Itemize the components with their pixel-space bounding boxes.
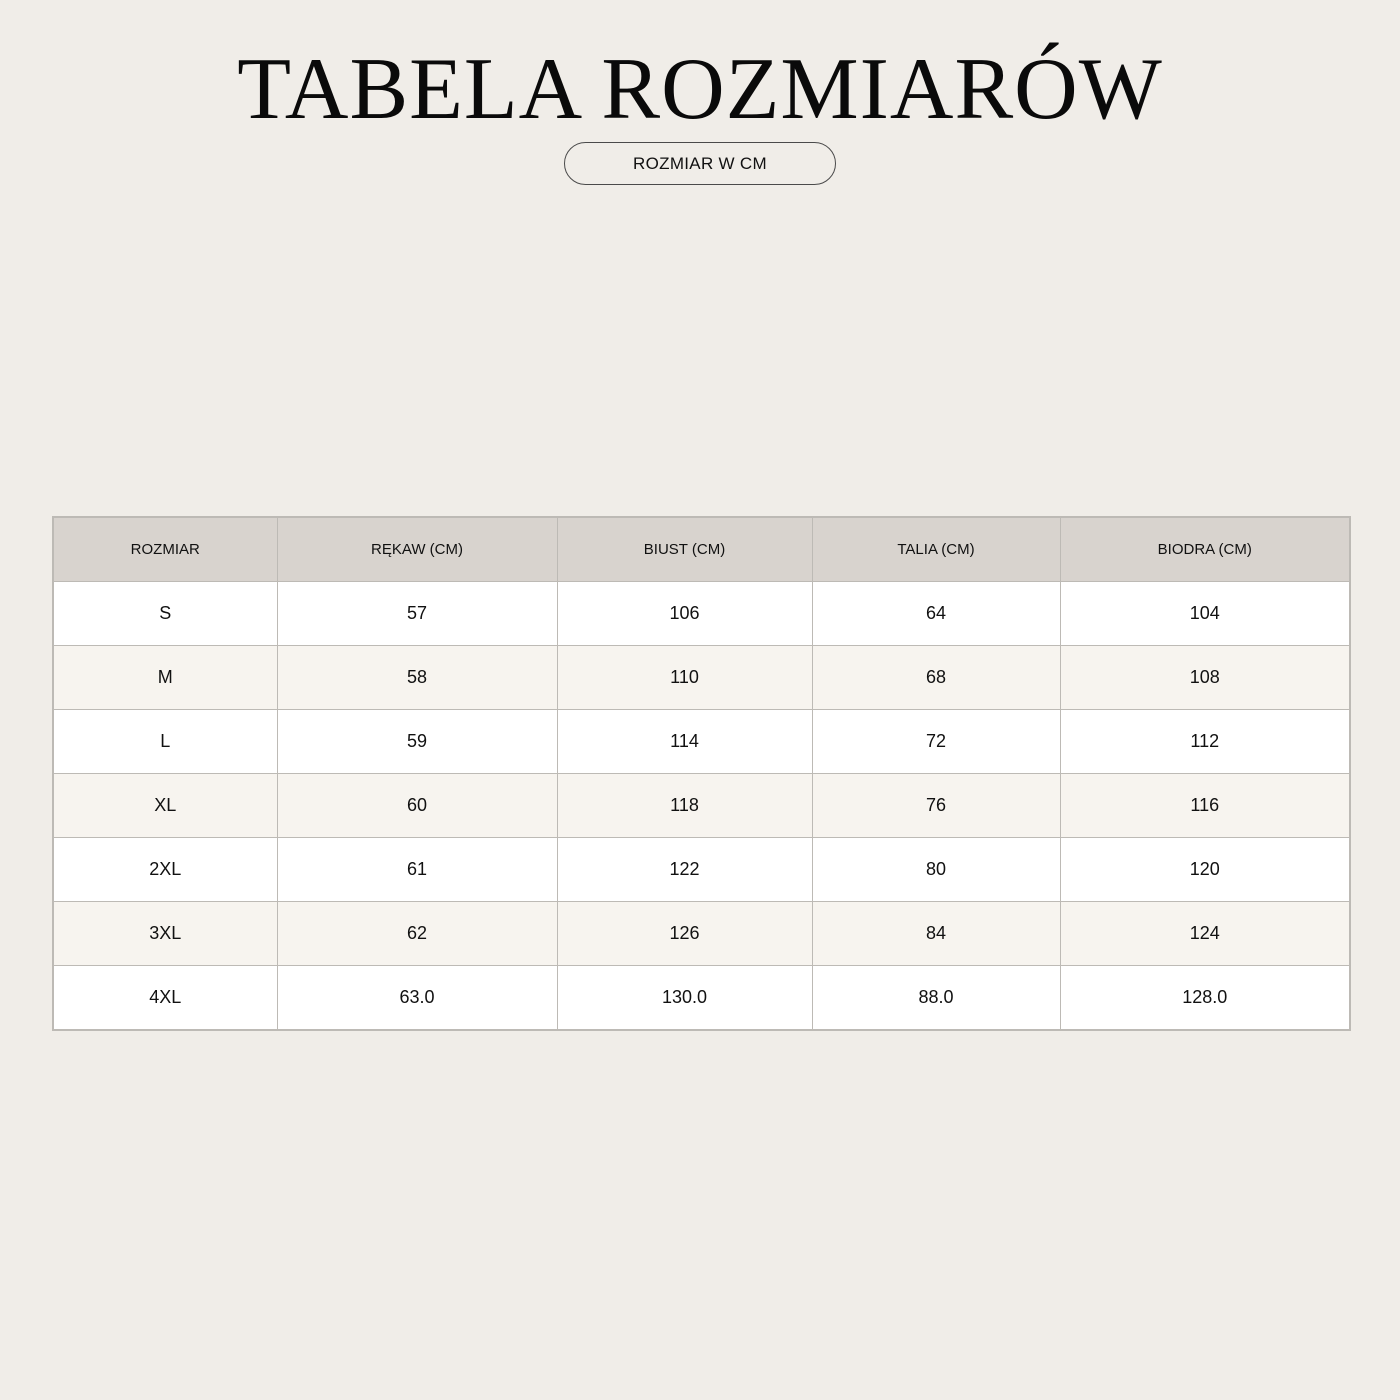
table-header-row: [53, 517, 1350, 582]
cell-waist: 64: [812, 582, 1060, 646]
table-row: [53, 646, 1350, 710]
cell-sleeve: 63.0: [277, 966, 557, 1031]
cell-bust: 114: [557, 710, 812, 774]
table-row: [53, 838, 1350, 902]
cell-size: M: [53, 646, 277, 710]
cell-hips: 128.0: [1060, 966, 1350, 1031]
cell-waist: 84: [812, 902, 1060, 966]
cell-sleeve: 58: [277, 646, 557, 710]
cell-hips: 116: [1060, 774, 1350, 838]
table-row: [53, 966, 1350, 1031]
unit-badge: ROZMIAR W CM: [564, 142, 836, 185]
cell-size: L: [53, 710, 277, 774]
cell-size: S: [53, 582, 277, 646]
cell-hips: 108: [1060, 646, 1350, 710]
header-sleeve: RĘKAW (CM): [277, 517, 557, 582]
size-table: [52, 516, 1351, 1031]
cell-size: 3XL: [53, 902, 277, 966]
cell-bust: 110: [557, 646, 812, 710]
cell-sleeve: 57: [277, 582, 557, 646]
table-row: [53, 582, 1350, 646]
cell-bust: 106: [557, 582, 812, 646]
cell-bust: 118: [557, 774, 812, 838]
cell-size: 4XL: [53, 966, 277, 1031]
cell-waist: 88.0: [812, 966, 1060, 1031]
table-row: [53, 902, 1350, 966]
cell-sleeve: 59: [277, 710, 557, 774]
cell-sleeve: 61: [277, 838, 557, 902]
page-title: TABELA ROZMIARÓW: [237, 41, 1163, 138]
header-size: ROZMIAR: [53, 517, 277, 582]
cell-waist: 76: [812, 774, 1060, 838]
cell-hips: 104: [1060, 582, 1350, 646]
cell-hips: 120: [1060, 838, 1350, 902]
cell-sleeve: 62: [277, 902, 557, 966]
cell-waist: 80: [812, 838, 1060, 902]
cell-hips: 124: [1060, 902, 1350, 966]
cell-size: 2XL: [53, 838, 277, 902]
cell-bust: 130.0: [557, 966, 812, 1031]
cell-bust: 126: [557, 902, 812, 966]
cell-sleeve: 60: [277, 774, 557, 838]
table-row: [53, 774, 1350, 838]
table-row: [53, 710, 1350, 774]
cell-bust: 122: [557, 838, 812, 902]
cell-hips: 112: [1060, 710, 1350, 774]
cell-waist: 72: [812, 710, 1060, 774]
header-hips: BIODRA (CM): [1060, 517, 1350, 582]
cell-size: XL: [53, 774, 277, 838]
header-waist: TALIA (CM): [812, 517, 1060, 582]
cell-waist: 68: [812, 646, 1060, 710]
header-bust: BIUST (CM): [557, 517, 812, 582]
